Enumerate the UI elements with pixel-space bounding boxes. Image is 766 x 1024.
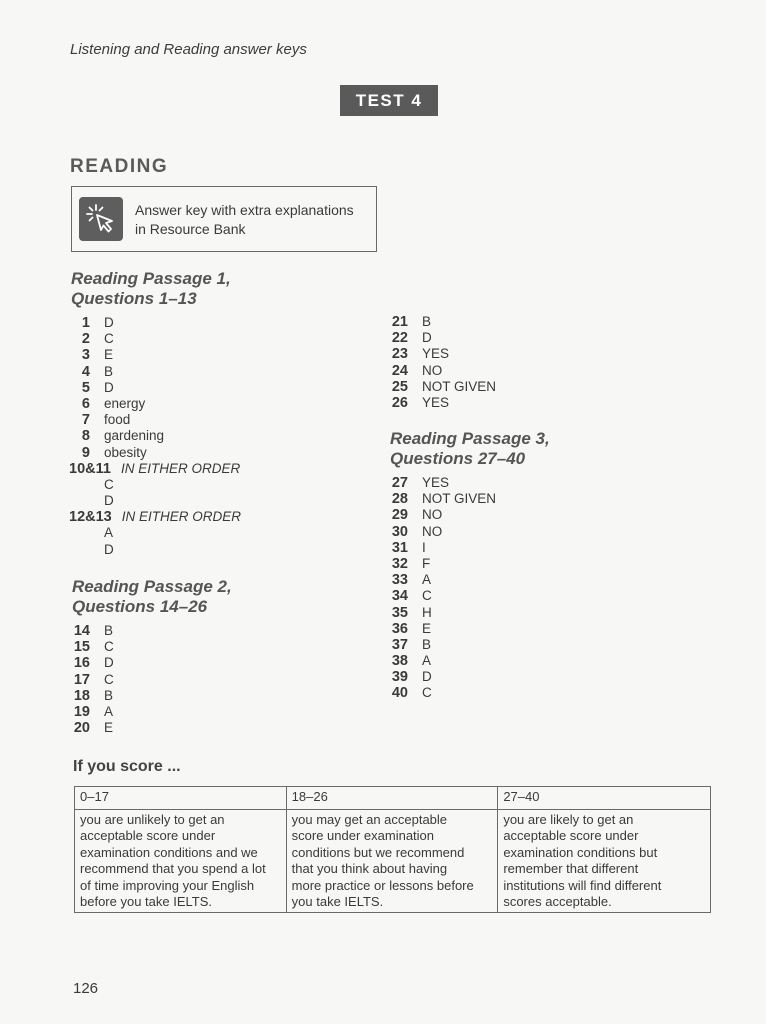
cursor-click-icon xyxy=(79,197,123,241)
list-item: 40 C xyxy=(391,685,432,702)
list-item: 17 C xyxy=(73,671,114,688)
list-item: 27 YES xyxy=(391,475,450,491)
list-item: C xyxy=(104,476,114,492)
table-cell: you may get an acceptable score under examination conditions but we recommend that you think about having more practice or lessons before you take IELTS. xyxy=(286,810,498,913)
resource-text-line1: Answer key with extra explanations xyxy=(135,202,354,218)
test-badge: TEST 4 xyxy=(340,85,438,116)
list-item: 1 D xyxy=(81,315,114,331)
list-item: 26 YES xyxy=(391,394,450,411)
list-item: 16 D xyxy=(73,655,114,672)
passage3-title: Reading Passage 3, Questions 27–40 xyxy=(390,429,550,468)
list-item: 19 A xyxy=(73,703,114,720)
list-item: 5 D xyxy=(81,379,114,396)
list-item: 23 YES xyxy=(391,346,450,363)
table-cell: you are likely to get an acceptable score under examination conditions but remember that different institutions will find different scores acceptable. xyxy=(498,810,711,913)
list-item: 32 F xyxy=(391,555,431,572)
page-number: 126 xyxy=(73,980,99,997)
passage2-answers-part1 xyxy=(69,623,114,736)
list-item: 8 gardening xyxy=(81,428,165,445)
resource-text-line2: in Resource Bank xyxy=(135,221,246,237)
passage1-title: Reading Passage 1, Questions 1–13 xyxy=(71,269,231,308)
list-item: 2 C xyxy=(81,331,114,348)
passage1-answers xyxy=(69,315,241,558)
list-item: 29 NO xyxy=(391,507,443,524)
table-row xyxy=(75,810,711,913)
list-item: 37 B xyxy=(391,636,432,653)
list-item: 22 D xyxy=(391,330,432,347)
list-item-group: 10&11 IN EITHER ORDER xyxy=(69,460,241,477)
table-header-row xyxy=(75,787,711,810)
list-item: 18 B xyxy=(73,687,114,704)
list-item: 20 E xyxy=(73,720,114,737)
passage2-title: Reading Passage 2, Questions 14–26 xyxy=(72,577,232,616)
table-cell: you are unlikely to get an acceptable score under examination conditions and we recommend that you spend a lot of time improving your English before you take IELTS. xyxy=(75,810,287,913)
list-item: 15 C xyxy=(73,639,114,656)
running-head: Listening and Reading answer keys xyxy=(70,41,307,58)
list-item: 9 obesity xyxy=(81,444,147,461)
list-item: 38 A xyxy=(391,653,432,670)
list-item: D xyxy=(104,541,114,557)
list-item: A xyxy=(104,525,114,541)
passage3-answers xyxy=(387,475,496,702)
section-heading: READING xyxy=(70,156,169,177)
resource-bank-note xyxy=(71,186,377,252)
list-item: 4 B xyxy=(81,363,114,380)
list-item: 24 NO xyxy=(391,362,443,379)
list-item: 31 I xyxy=(391,539,426,556)
list-item: 33 A xyxy=(391,572,432,589)
list-item: 34 C xyxy=(391,588,432,605)
table-header-cell: 0–17 xyxy=(75,787,287,810)
list-item: 28 NOT GIVEN xyxy=(391,491,497,508)
table-header-cell: 27–40 xyxy=(498,787,711,810)
list-item: 7 food xyxy=(81,412,131,429)
score-table xyxy=(74,786,711,913)
list-item: 35 H xyxy=(391,604,432,621)
list-item-group: 12&13 IN EITHER ORDER xyxy=(69,509,241,526)
list-item: 30 NO xyxy=(391,523,443,540)
list-item: 21 B xyxy=(391,314,432,330)
list-item: 39 D xyxy=(391,669,432,686)
score-heading: If you score ... xyxy=(73,758,181,775)
table-header-cell: 18–26 xyxy=(286,787,498,810)
list-item: D xyxy=(104,493,114,509)
list-item: 25 NOT GIVEN xyxy=(391,378,497,395)
list-item: 36 E xyxy=(391,620,432,637)
list-item: 6 energy xyxy=(81,395,146,412)
list-item: 3 E xyxy=(81,347,114,364)
passage2-answers-part2 xyxy=(387,314,496,411)
list-item: 14 B xyxy=(73,623,114,639)
resource-text xyxy=(135,201,354,239)
